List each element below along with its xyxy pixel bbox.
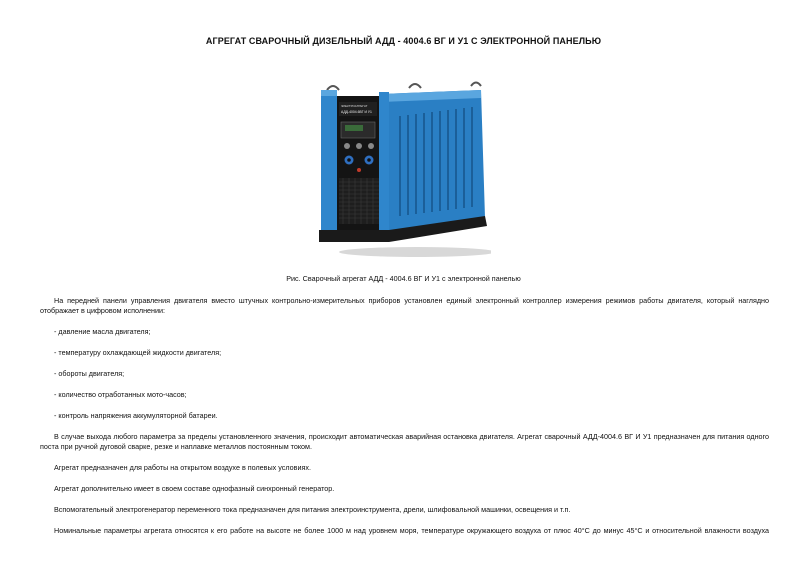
panel-brand-label: ЭЛЕКТРОАГРЕГАТ (341, 104, 368, 108)
intro-paragraph: На передней панели управления двигателя вместо штучных контрольно-измерительных приборов установлен единый электронный контроллер измерения режимов работы двигателя, который наглядно отображает в цифровом исполнении: (40, 296, 769, 315)
paragraph-aux-generator: Вспомогательный электрогенератор переменного тока предназначен для питания электроинструмента, дрели, шлифовальной машинки, освещения и т.п. (54, 504, 571, 514)
list-item: - давление масла двигателя; (54, 326, 151, 336)
welding-unit-photo (317, 80, 491, 260)
panel-model-label: АДД-4004.6ВГ И У1 (341, 110, 372, 114)
list-item: - количество отработанных мото-часов; (54, 389, 187, 399)
page-title: АГРЕГАТ СВАРОЧНЫЙ ДИЗЕЛЬНЫЙ АДД - 4004.6 ВГ И У1 С ЭЛЕКТРОННОЙ ПАНЕЛЬЮ (205, 36, 602, 46)
list-item: - контроль напряжения аккумуляторной батареи. (54, 410, 218, 420)
paragraph-nominal-params: Номинальные параметры агрегата относятся к его работе на высоте не более 1000 м над уровнем моря, температуре окружающего воздуха от плюс 40°С до минус 45°С и относительной влажности воздуха (54, 525, 769, 535)
list-item: - обороты двигателя; (54, 368, 125, 378)
paragraph-generator: Агрегат дополнительно имеет в своем составе однофазный синхронный генератор. (54, 483, 335, 493)
paragraph-emergency-stop: В случае выхода любого параметра за пределы установленного значения, происходит автоматическая аварийная остановка двигателя. Агрегат сварочный АДД-4004.6 ВГ И У1 предназначен для питания одного поста при ручной дуговой сварке, резке и наплавке металлов постоянным током. (40, 432, 769, 451)
figure-caption: Рис. Сварочный агрегат АДД - 4004.6 ВГ И У1 с электронной панелью (286, 274, 521, 283)
parameter-list (40, 327, 769, 421)
paragraph-outdoor-use: Агрегат предназначен для работы на открытом воздухе в полевых условиях. (54, 462, 311, 472)
body-text (40, 296, 769, 547)
list-item: - температуру охлаждающей жидкости двигателя; (54, 347, 222, 357)
